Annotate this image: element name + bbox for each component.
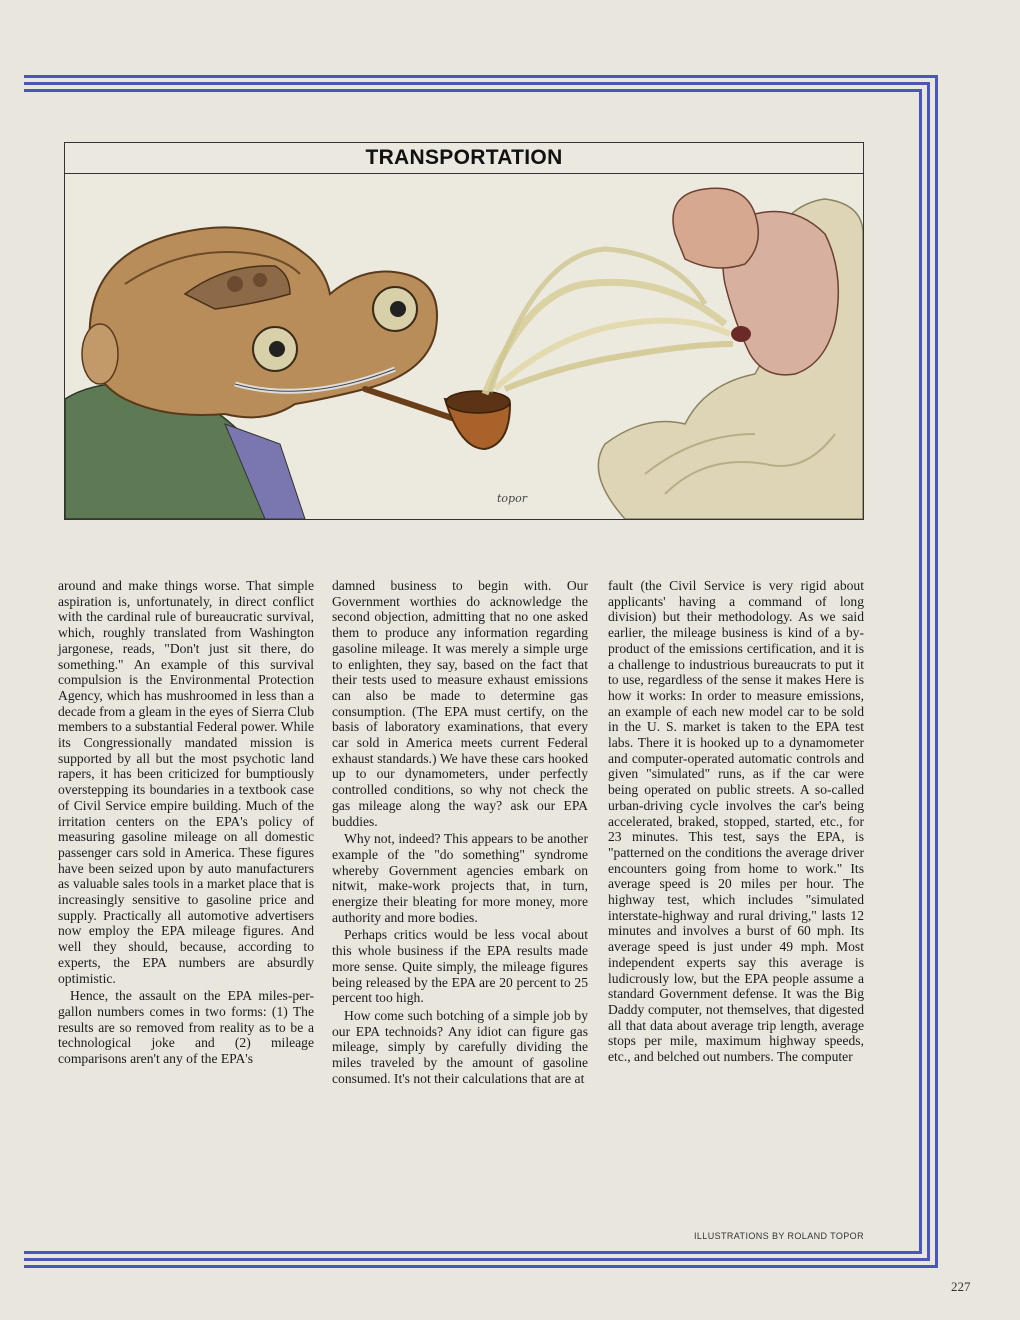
top-border-line-1 (24, 75, 938, 78)
bottom-border-line-1 (24, 1251, 922, 1254)
right-border-line-1 (935, 75, 938, 1268)
col2-paragraph-4: How come such botching of a simple job by our EPA technoids? Any idiot can figure gas mileage, simply by carefully dividing the miles traveled by the amount of gasoline consumed. It's not their calculations that are at (332, 1007, 588, 1086)
col1-paragraph-1: around and make things worse. That simple aspiration is, unfortunately, in direct conflict with the cardinal rule of bureaucratic survival, which, roughly translated from Washington jargonese, reads, "Don't just sit there, do something." An example of this survival compulsion is the Environmental Protection Agency, which has mushroomed in less than a decade from a gleam in the eyes of Sierra Club members to a substantial Federal power. While its Congressionally mandated mission is supported by all but the most psychotic land rapers, it has been criticized for bumptiously overstepping its boundaries in a textbook case of Civil Service empire building. Much of the irritation centers on the EPA's policy of measuring gasoline mileage on all domestic passenger cars sold in America. These figures have been seized upon by auto manufacturers as valuable sales tools in a market place that is increasingly sensitive to gasoline price and supply. Practically all automotive advertisers now employ the EPA mileage figures. And well they should, because, according to experts, the EPA numbers are absurdly optimistic. (58, 578, 314, 986)
col1-paragraph-2: Hence, the assault on the EPA miles-per-gallon numbers comes in two forms: (1) The results are so removed from reality as to be a technological joke and (2) mileage comparisons aren't any of the EPA's (58, 988, 314, 1067)
col2-paragraph-1: damned business to begin with. Our Government worthies do acknowledge the second objection, admitting that no one asked them to produce any information regarding gasoline mileage. It was merely a simple urge to enlighten, they say, based on the fact that their tests used to measure exhaust emissions can also be made to determine gas consumption. (The EPA must certify, on the basis of laboratory examinations, that every car sold in America meets current Federal exhaust standards.) We have these cars hooked up to our dynamometers, under perfectly controlled conditions, so why not check the gas mileage along the way? ask our EPA buddies. (332, 578, 588, 829)
article-column-3 (608, 578, 864, 1065)
bottom-border-line-2 (24, 1258, 930, 1261)
illustration-credit: ILLUSTRATIONS BY ROLAND TOPOR (694, 1231, 864, 1241)
section-header (64, 142, 864, 174)
top-border-line-3 (24, 89, 922, 92)
right-border-line-2 (927, 82, 930, 1261)
article-column-1 (58, 578, 314, 1067)
col3-paragraph-1: fault (the Civil Service is very rigid about applicants' having a command of long division) but their methodology. As we said earlier, the mileage business is kind of a by-product of the emissions certification, and it is a challenge to industrious bureaucrats to put it to use, regardless of the sense it makes Here is how it works: In order to measure emissions, an example of each new model car to be sold in the U. S. market is taken to the EPA test labs. There it is hooked up to a dynamometer and computer-operated automatic controls and given "simulated" runs, as if the car were being operated on public streets. A so-called urban-driving cycle involves the car's being accelerated, braked, stopped, started, etc., for 23 minutes. This test, says the EPA, is "patterned on the conditions the average driver encounters going from home to work." Its average speed is 20 miles per hour. The highway test, which includes "simulated interstate-highway and rural driving," lasts 12 minutes and involves a burst of 60 mph. Its average speed is just under 49 mph. Most independent experts say this average is ludicrously low, but the EPA people assume a standard Government defense. It was the Big Daddy computer, not themselves, that digested all that data about average trip length, average stops per mile, maximum highway speeds, etc., and belched out numbers. The computer (608, 578, 864, 1065)
right-border-line-3 (919, 89, 922, 1254)
col2-paragraph-2: Why not, indeed? This appears to be another example of the "do something" syndrome whereby Government agencies embark on nitwit, make-work projects that, in turn, energize their bleating for more money, more authority and more bodies. (332, 831, 588, 925)
col2-paragraph-3: Perhaps critics would be less vocal about this whole business if the EPA results made more sense. Quite simply, the mileage figures being released by the EPA are 20 percent to 25 percent too high. (332, 927, 588, 1006)
section-title: TRANSPORTATION (365, 146, 563, 169)
artist-signature: topor (497, 492, 527, 505)
page-number: 227 (951, 1279, 971, 1294)
top-border-line-2 (24, 82, 930, 85)
bottom-border-line-3 (24, 1265, 938, 1268)
editorial-illustration (64, 174, 864, 520)
article-column-2 (332, 578, 588, 1087)
